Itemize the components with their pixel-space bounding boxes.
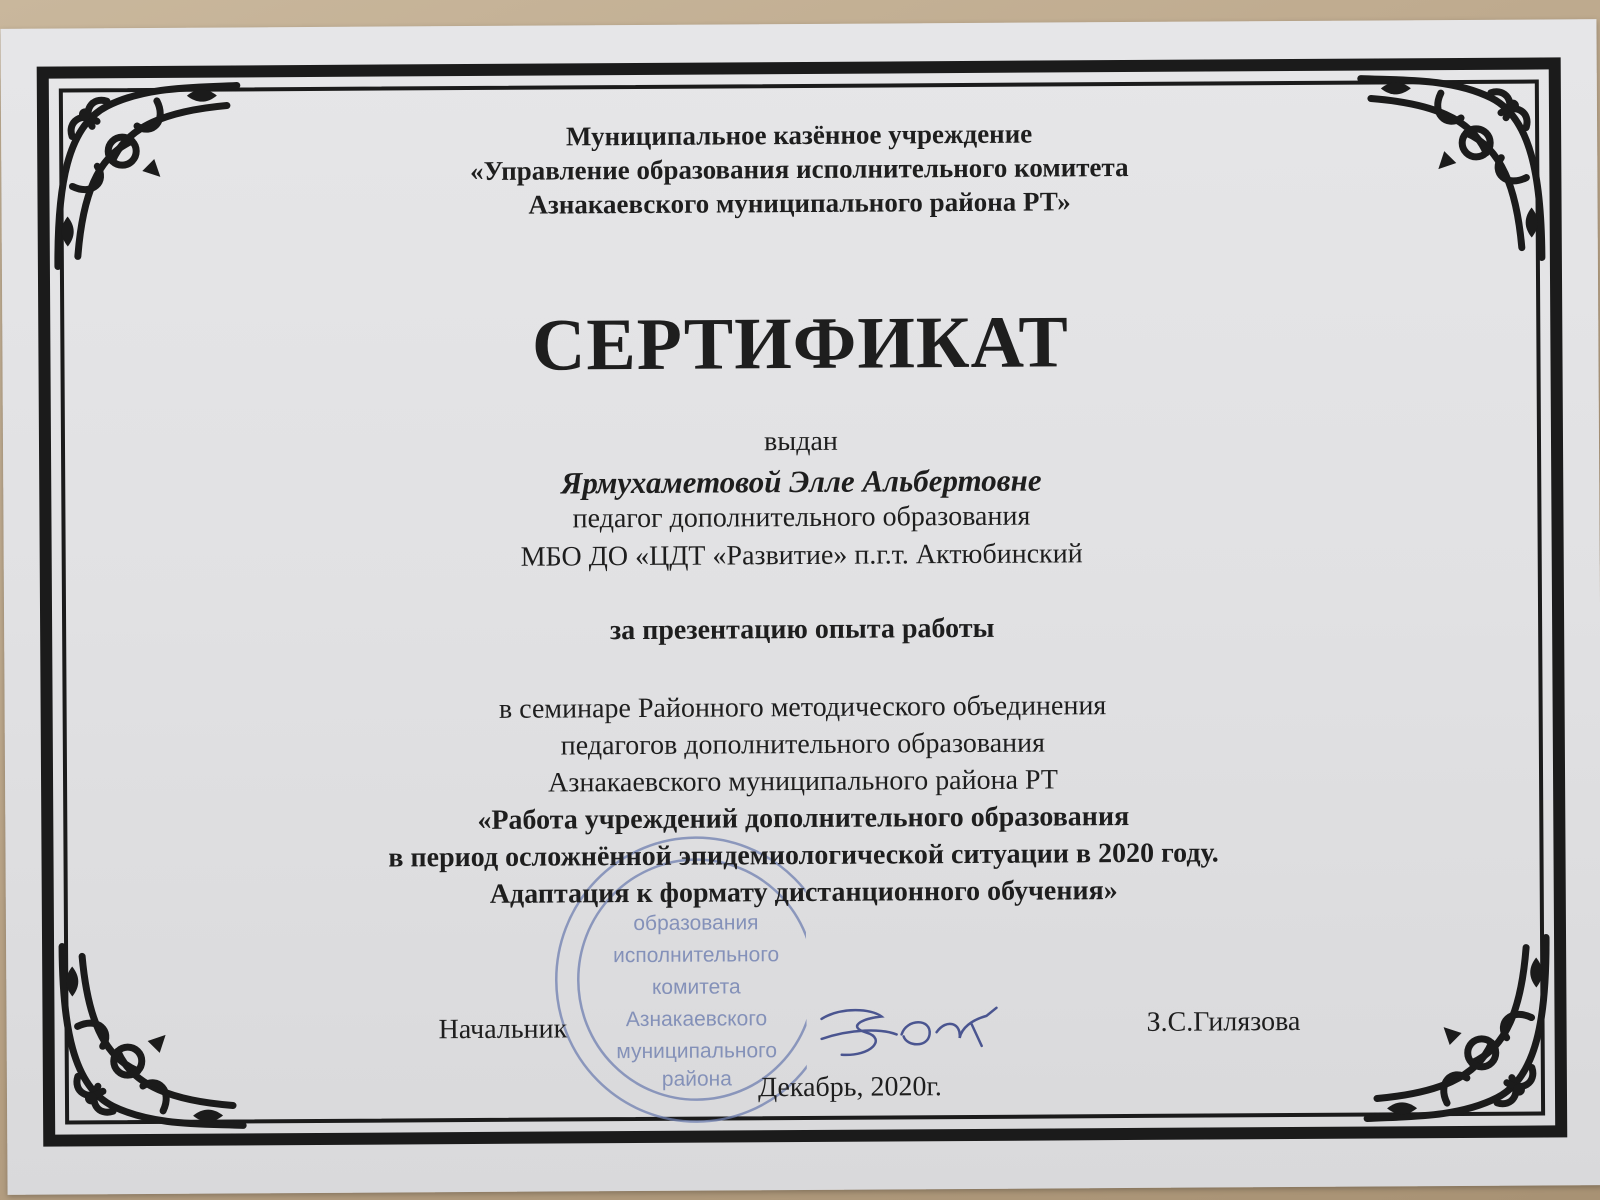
org-line-2: «Управление образования исполнительного комитета (469, 151, 1129, 187)
event-topic-2: в период осложнённой эпидемиологической ситуации в 2020 году. (388, 837, 1219, 874)
event-topic-3: Адаптация к формату дистанционного обучения» (489, 875, 1118, 910)
certificate-content (0, 19, 1600, 1195)
issue-date: Декабрь, 2020г. (757, 1071, 942, 1104)
stamp-text-3: комитета (651, 975, 741, 999)
issued-label: выдан (764, 425, 838, 458)
event-line-3: Азнакаевского муниципального района РТ (548, 764, 1059, 799)
signatory-role: Начальник (438, 1013, 568, 1046)
stamp-text-1: образования (633, 911, 759, 936)
recipient-position: педагог дополнительного образования (572, 500, 1031, 535)
award-reason: за презентацию опыта работы (609, 612, 995, 647)
recipient-name: Ярмухаметовой Элле Альбертовне (560, 462, 1042, 501)
stamp-text-4: Азнакаевского (625, 1007, 768, 1032)
recipient-organization: МБО ДО «ЦДТ «Развитие» п.г.т. Актюбинский (520, 538, 1083, 573)
org-line-1: Муниципальное казённое учреждение (565, 118, 1033, 152)
signatory-name: З.С.Гилязова (1146, 1005, 1301, 1038)
stamp-text-2: исполнительного (612, 943, 780, 968)
event-topic-1: «Работа учреждений дополнительного образования (477, 801, 1130, 836)
event-line-1: в семинаре Районного методического объединения (498, 690, 1107, 725)
certificate-sheet (0, 19, 1600, 1195)
stamp-text-5: муниципального (616, 1039, 778, 1064)
event-line-2: педагогов дополнительного образования (560, 727, 1046, 762)
org-line-3: Азнакаевского муниципального района РТ» (528, 186, 1071, 220)
certificate-title: СЕРТИФИКАТ (531, 301, 1070, 387)
stamp-text-6: района (661, 1067, 732, 1091)
